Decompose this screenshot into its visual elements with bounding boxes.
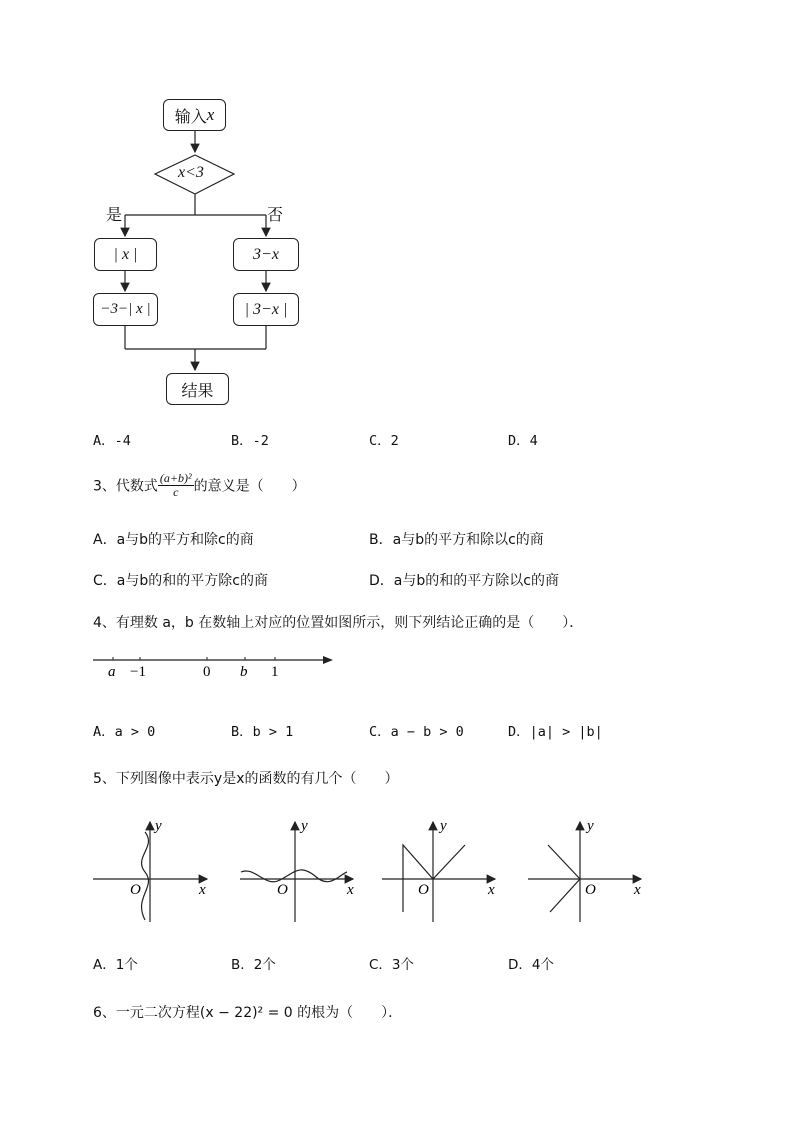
q3-option-c xyxy=(93,570,268,590)
q5-stem: 5、下列图像中表示y是x的函数的有几个（ ） xyxy=(93,771,399,787)
graph-4 xyxy=(528,818,641,922)
axis-label-a: a xyxy=(108,664,116,680)
axis-label-0: 0 xyxy=(203,664,211,680)
result-box xyxy=(166,373,229,405)
q5-option-b: B．2个 xyxy=(231,957,276,973)
graph-1 xyxy=(93,818,207,922)
left-box-abs-x xyxy=(94,238,157,271)
svg-text:y: y xyxy=(301,818,308,834)
input-prefix: 输入 xyxy=(174,106,207,126)
q3-option-b-text: a与b的平方和除以c的商 xyxy=(392,532,544,548)
q3-frac-num: (a+b)² xyxy=(159,471,192,485)
q3-option-d-letter: D． xyxy=(369,573,394,589)
q2-option-b: B．-2 xyxy=(231,433,269,449)
q3-stem xyxy=(93,472,306,499)
q3-stem-before: 3、代数式 xyxy=(93,478,158,495)
right-box-abs-text: | 3−x | xyxy=(244,300,288,318)
q3-option-b xyxy=(369,529,544,549)
q3-option-a-text: a与b的平方和除c的商 xyxy=(116,532,254,548)
q3-option-c-text: a与b的和的平方除c的商 xyxy=(116,573,268,589)
right-box-3-minus-x xyxy=(233,238,299,271)
q2-option-c: C．2 xyxy=(369,433,399,449)
q4-option-b: B．b > 1 xyxy=(231,724,294,740)
q3-option-a-letter: A． xyxy=(93,532,117,548)
graph-3 xyxy=(382,818,495,922)
q3-fraction xyxy=(158,472,194,499)
no-label: 否 xyxy=(267,205,284,224)
svg-text:O: O xyxy=(277,882,288,898)
svg-text:x: x xyxy=(634,882,641,898)
svg-text:y: y xyxy=(587,818,594,834)
q3-stem-after: 的意义是（ ） xyxy=(193,478,306,495)
left-box-abs-x-text: | x | xyxy=(113,245,138,263)
q5-graphs xyxy=(85,812,655,932)
axis-label-1: 1 xyxy=(271,664,279,680)
axis-label-neg1: −1 xyxy=(130,664,146,680)
input-box xyxy=(163,99,226,131)
axis-label-b: b xyxy=(240,664,248,680)
q3-option-c-letter: C． xyxy=(93,573,117,589)
q3-option-a xyxy=(93,529,254,549)
svg-text:O: O xyxy=(585,882,596,898)
q4-option-a: A．a > 0 xyxy=(93,724,156,740)
q4-stem: 4、有理数 a，b 在数轴上对应的位置如图所示，则下列结论正确的是（ ）． xyxy=(93,615,584,631)
q2-option-d: D．4 xyxy=(508,433,538,449)
q3-frac-den: c xyxy=(173,485,179,499)
result-text: 结果 xyxy=(181,380,214,400)
q4-number-line xyxy=(85,648,345,684)
svg-text:O: O xyxy=(130,882,141,898)
q3-option-b-letter: B． xyxy=(369,532,393,548)
svg-text:x: x xyxy=(488,882,495,898)
q6-stem: 6、一元二次方程(x − 22)² = 0 的根为（ ）． xyxy=(93,1005,403,1021)
input-var: x xyxy=(206,105,215,124)
right-box-3-minus-x-text: 3−x xyxy=(253,245,279,263)
q4-option-d: D．|a| > |b| xyxy=(508,724,603,740)
graph-2 xyxy=(240,818,354,922)
q2-option-a: A．-4 xyxy=(93,433,131,449)
q5-option-a: A．1个 xyxy=(93,957,138,973)
q5-option-c: C．3个 xyxy=(369,957,415,973)
svg-text:x: x xyxy=(199,882,206,898)
svg-text:x: x xyxy=(347,882,354,898)
q3-option-d-text: a与b的和的平方除以c的商 xyxy=(393,573,559,589)
left-box-neg3-text: −3−| x | xyxy=(100,301,151,317)
q5-option-d: D．4个 xyxy=(508,957,554,973)
svg-text:y: y xyxy=(440,818,447,834)
left-box-neg3-minus-abs-x xyxy=(93,293,158,326)
svg-text:O: O xyxy=(418,882,429,898)
q3-option-d xyxy=(369,570,559,590)
decision-label: x<3 xyxy=(178,164,204,181)
yes-label: 是 xyxy=(106,205,123,224)
svg-text:y: y xyxy=(155,818,162,834)
right-box-abs-3-minus-x xyxy=(233,293,299,326)
q4-option-c: C．a − b > 0 xyxy=(369,724,464,740)
